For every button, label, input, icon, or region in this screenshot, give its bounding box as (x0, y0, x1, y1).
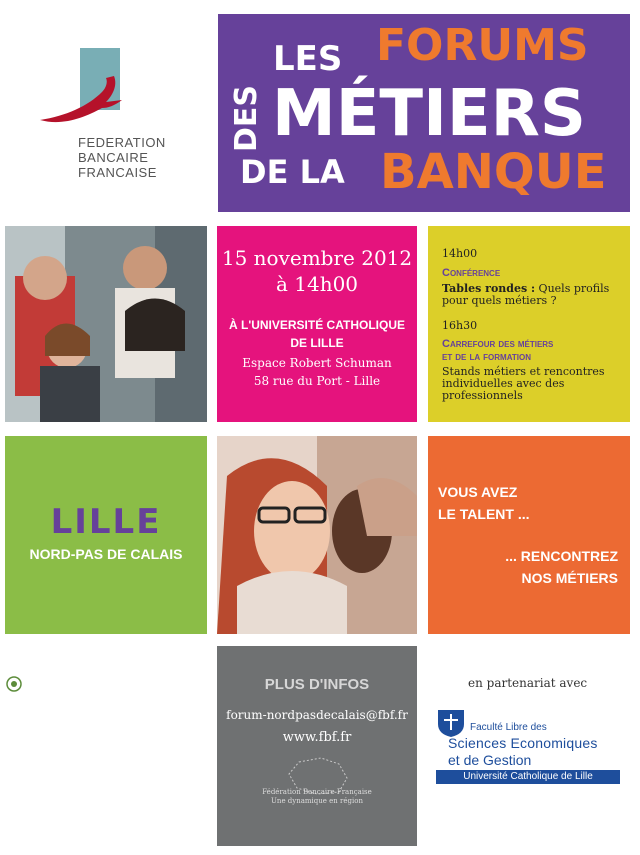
program-detail-2-line-3: professionnels (442, 389, 523, 402)
fbf-logo-swoosh-icon (36, 72, 128, 128)
title-des: DES (229, 84, 264, 152)
partner-intro: en partenariat avec (468, 676, 588, 690)
talent-line-1: VOUS AVEZ (438, 484, 518, 500)
talent-line-4: NOS MÉTIERS (521, 570, 618, 586)
event-room: Espace Robert Schuman (242, 356, 392, 370)
ecolabel-icon (6, 676, 22, 692)
info-heading: PLUS D'INFOS (264, 676, 370, 693)
talent-tile (428, 436, 630, 634)
fbf-signature-line-2: Une dynamique en région (271, 797, 363, 805)
event-date: 15 novembre 2012 (221, 246, 413, 270)
program-detail-1-bold: Tables rondes : (442, 282, 536, 295)
talent-line-2: LE TALENT ... (438, 506, 530, 522)
info-email-link[interactable]: forum-nordpasdecalais@fbf.fr (226, 708, 408, 722)
partner-university-banner: Université Catholique de Lille (436, 770, 620, 784)
event-venue-line-2: DE LILLE (290, 336, 344, 350)
program-detail-2-line-2: individuelles avec des (442, 377, 565, 390)
logo-line-3: FRANCAISE (78, 165, 157, 180)
program-heading-2-line-1: Carrefour des métiers (442, 338, 554, 350)
title-les: LES (273, 39, 343, 79)
title-forums: FORUMS (376, 20, 589, 71)
logo-line-1: FEDERATION (78, 135, 166, 150)
region-name: NORD-PAS DE CALAIS (29, 546, 183, 562)
partner-line-3: et de Gestion (448, 752, 532, 768)
students-photo (5, 226, 207, 422)
program-detail-1-rest: Quels profils (535, 282, 610, 295)
partner-line-2: Sciences Economiques (448, 735, 598, 751)
fbf-logo-text (78, 135, 166, 180)
event-address: 58 rue du Port - Lille (253, 374, 381, 388)
event-date-tile (217, 226, 417, 422)
title-block (218, 14, 630, 212)
title-banque: BANQUE (380, 144, 607, 200)
program-heading-1: Conférence (442, 267, 501, 279)
program-detail-2-line-1: Stands métiers et rencontres (442, 365, 605, 378)
more-info-tile (217, 646, 417, 846)
partner-area (428, 646, 630, 846)
title-de-la: DE LA (240, 153, 345, 191)
logo-line-2: BANCAIRE (78, 150, 149, 165)
program-heading-2-line-2: et de la formation (442, 351, 532, 363)
university-shield-icon (436, 708, 466, 738)
talent-line-3: ... RENCONTREZ (505, 548, 618, 564)
fbf-signature-line-1: Fédération Bancaire Française (262, 788, 372, 796)
program-time-2: 16h30 (442, 319, 478, 332)
event-venue-line-1: À L'UNIVERSITÉ CATHOLIQUE (229, 318, 405, 332)
program-time-1: 14h00 (442, 247, 478, 260)
region-tile (5, 436, 207, 634)
region-city: LILLE (50, 502, 162, 542)
partner-line-1: Faculté Libre des (470, 722, 547, 733)
program-detail-1-line-2: pour quels métiers ? (442, 294, 557, 307)
title-metiers: MÉTIERS (272, 77, 586, 151)
program-tile (428, 226, 630, 422)
people-photo (217, 436, 417, 634)
event-time: à 14h00 (275, 272, 359, 296)
info-website-link[interactable]: www.fbf.fr (282, 730, 352, 745)
